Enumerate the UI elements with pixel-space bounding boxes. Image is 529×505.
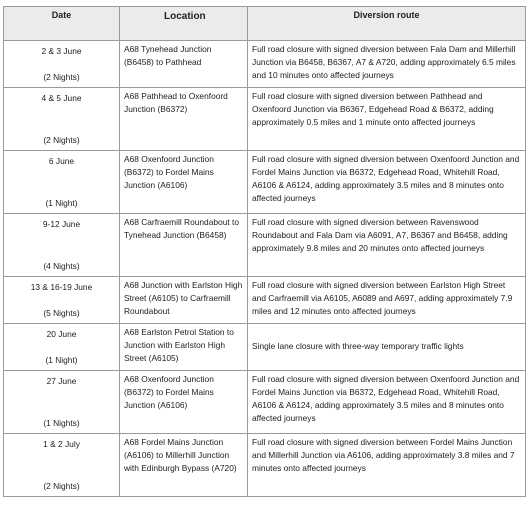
nights-text: (2 Nights)	[43, 134, 80, 145]
location-cell: A68 Earlston Petrol Station to Junction with Earlston High Street (A6105)	[120, 324, 248, 371]
route-cell: Full road closure with signed diversion between Ravenswood Roundabout and Fala Dam via A6091, A7, B6367 and B6458, adding approximately 9.8 miles and 20 minutes onto affected journeys	[248, 214, 526, 277]
location-cell: A68 Fordel Mains Junction (A6106) to Millerhill Junction with Edinburgh Bypass (A720)	[120, 434, 248, 497]
date-text: 20 June	[46, 329, 77, 339]
date-text: 1 & 2 July	[43, 439, 80, 449]
nights-text: (5 Nights)	[43, 307, 80, 318]
date-cell	[4, 434, 120, 497]
date-cell	[4, 371, 120, 434]
nights-text: (2 Nights)	[43, 71, 80, 82]
date-cell	[4, 324, 120, 371]
date-cell	[4, 41, 120, 88]
date-text: 13 & 16-19 June	[30, 282, 93, 292]
table-row	[4, 151, 526, 214]
date-cell	[4, 277, 120, 324]
location-cell: A68 Carfraemill Roundabout to Tynehead Junction (B6458)	[120, 214, 248, 277]
route-cell: Full road closure with signed diversion between Fala Dam and Millerhill Junction via B6458, B6367, A7 & A720, adding approximately 6.5 miles and 10 minutes onto affected journeys	[248, 41, 526, 88]
table-row	[4, 88, 526, 151]
route-cell: Full road closure with signed diversion between Oxenfoord Junction and Fordel Mains Junction via B6372, Edgehead Road, Whitehill Road, A6106 & A6124, adding approximately 3.5 miles and 8 minutes onto affected journeys	[248, 151, 526, 214]
date-cell	[4, 214, 120, 277]
date-text: 27 June	[46, 376, 77, 386]
table-row	[4, 214, 526, 277]
route-cell: Full road closure with signed diversion between Pathhead and Oxenfoord Junction via B6367, Edgehead Road & B6372, adding approximately 0.5 miles and 1 minute onto affected journeys	[248, 88, 526, 151]
route-cell: Single lane closure with three-way temporary traffic lights	[248, 324, 526, 371]
nights-text: (1 Night)	[45, 197, 78, 208]
date-text: 6 June	[48, 156, 75, 166]
table-row	[4, 41, 526, 88]
diversion-table	[3, 6, 526, 497]
location-cell: A68 Oxenfoord Junction (B6372) to Fordel Mains Junction (A6106)	[120, 151, 248, 214]
date-cell	[4, 88, 120, 151]
header-date: Date	[4, 7, 120, 41]
date-cell	[4, 151, 120, 214]
location-cell: A68 Oxenfoord Junction (B6372) to Fordel Mains Junction (A6106)	[120, 371, 248, 434]
nights-text: (1 Nights)	[43, 417, 80, 428]
table-row	[4, 277, 526, 324]
table-row	[4, 371, 526, 434]
table-row	[4, 434, 526, 497]
date-text: 2 & 3 June	[41, 46, 82, 56]
header-diversion-route: Diversion route	[248, 7, 526, 41]
route-cell: Full road closure with signed diversion between Earlston High Street and Carfraemill via A6105, A6089 and A697, adding approximately 7.9 miles and 12 minutes onto affected journeys	[248, 277, 526, 324]
location-cell: A68 Tynehead Junction (B6458) to Pathhead	[120, 41, 248, 88]
table-header-row	[4, 7, 526, 41]
header-location	[120, 7, 248, 41]
table-row	[4, 324, 526, 371]
date-text: 9-12 June	[42, 219, 81, 229]
location-cell: A68 Pathhead to Oxenfoord Junction (B6372)	[120, 88, 248, 151]
nights-text: (2 Nights)	[43, 480, 80, 491]
route-cell: Full road closure with signed diversion between Fordel Mains Junction and Millerhill Junction via A6106, adding approximately 3.8 miles and 7 minutes onto affected journeys	[248, 434, 526, 497]
nights-text: (4 Nights)	[43, 260, 80, 271]
nights-text: (1 Night)	[45, 354, 78, 365]
location-cell: A68 Junction with Earlston High Street (A6105) to Carfraemill Roundabout	[120, 277, 248, 324]
header-location-label: Location	[164, 11, 206, 22]
route-cell: Full road closure with signed diversion between Oxenfoord Junction and Fordel Mains Junction via B6372, Edgehead Road, Whitehill Road, A6106 & A6124, adding approximately 3.5 miles and 8 minutes onto affected journeys	[248, 371, 526, 434]
date-text: 4 & 5 June	[41, 93, 82, 103]
